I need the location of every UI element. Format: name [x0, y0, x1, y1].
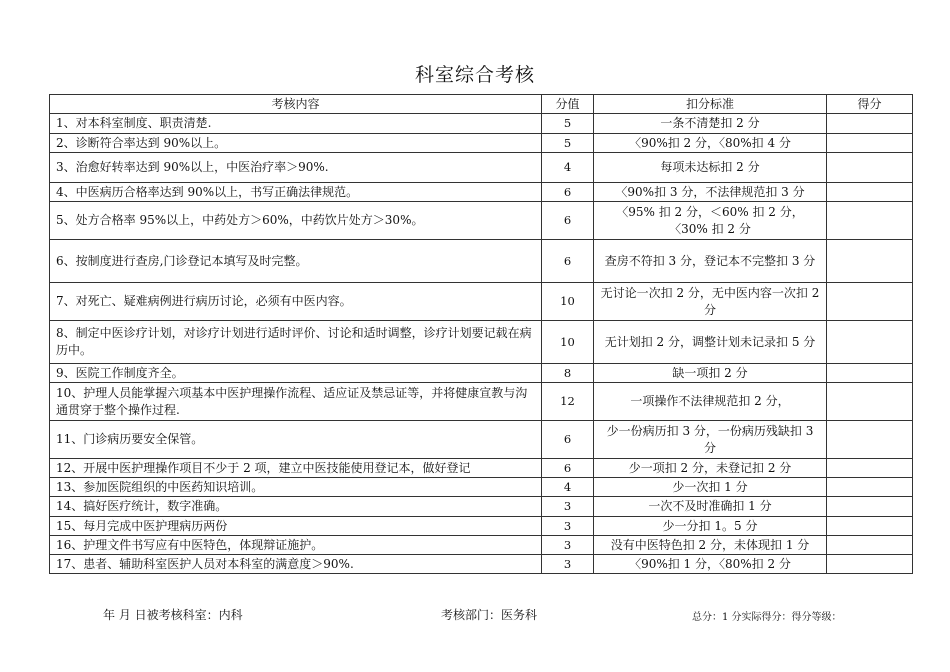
row-score: 3: [542, 497, 594, 517]
row-content: 8、制定中医诊疗计划，对诊疗计划进行适时评价、讨论和适时调整，诊疗计划要记载在病历中。: [50, 321, 542, 364]
table-row: [50, 202, 913, 240]
table-row: [50, 283, 913, 321]
row-content: 17、患者、辅助科室医护人员对本科室的满意度＞90%.: [50, 555, 542, 574]
header-score: 分值: [542, 95, 594, 114]
table-row: [50, 153, 913, 183]
table-row: [50, 536, 913, 555]
row-standard: 少一分扣 1。5 分: [594, 517, 827, 536]
row-standard: 无讨论一次扣 2 分，无中医内容一次扣 2 分: [594, 283, 827, 321]
table-row: [50, 240, 913, 283]
footer-date-department: 年 月 日被考核科室：内科: [103, 608, 243, 622]
row-score: 4: [542, 153, 594, 183]
row-score: 4: [542, 478, 594, 497]
table-row: [50, 478, 913, 497]
row-got: [827, 114, 913, 134]
table-row: [50, 421, 913, 459]
row-score: 5: [542, 134, 594, 153]
row-standard: 少一项扣 2 分，未登记扣 2 分: [594, 459, 827, 478]
row-content: 9、医院工作制度齐全。: [50, 364, 542, 383]
header-content: 考核内容: [50, 95, 542, 114]
row-got: [827, 183, 913, 202]
row-got: [827, 153, 913, 183]
assessment-table: [49, 94, 913, 574]
table-row: [50, 364, 913, 383]
footer-assessing-department: 考核部门：医务科: [441, 608, 538, 622]
row-content: 12、开展中医护理操作项目不少于 2 项，建立中医技能使用登记本，做好登记: [50, 459, 542, 478]
header-got: 得分: [827, 95, 913, 114]
table-body: [50, 114, 913, 574]
row-standard: 缺一项扣 2 分: [594, 364, 827, 383]
row-got: [827, 536, 913, 555]
footer-total-score: 总分：1 分实际得分：得分等级：: [692, 612, 842, 623]
page-title: 科室综合考核: [414, 64, 535, 86]
row-content: 3、治愈好转率达到 90%以上，中医治疗率＞90%.: [50, 153, 542, 183]
row-got: [827, 134, 913, 153]
row-standard: 〈90%扣 1 分，〈80%扣 2 分: [594, 555, 827, 574]
row-content: 4、中医病历合格率达到 90%以上，书写正确法律规范。: [50, 183, 542, 202]
row-standard: 一条不清楚扣 2 分: [594, 114, 827, 134]
table-row: [50, 459, 913, 478]
row-standard: 没有中医特色扣 2 分，未体现扣 1 分: [594, 536, 827, 555]
row-content: 1、对本科室制度、职责清楚.: [50, 114, 542, 134]
row-standard: 少一次扣 1 分: [594, 478, 827, 497]
row-score: 6: [542, 202, 594, 240]
row-standard: 一项操作不法律规范扣 2 分，: [594, 383, 827, 421]
row-score: 6: [542, 421, 594, 459]
table-row: [50, 555, 913, 574]
row-score: 10: [542, 283, 594, 321]
row-standard: 〈90%扣 3 分，不法律规范扣 3 分: [594, 183, 827, 202]
row-content: 15、每月完成中医护理病历两份: [50, 517, 542, 536]
row-standard: 〈95% 扣 2 分，＜60% 扣 2 分，〈30% 扣 2 分: [594, 202, 827, 240]
row-standard: 无计划扣 2 分，调整计划未记录扣 5 分: [594, 321, 827, 364]
row-score: 3: [542, 517, 594, 536]
row-content: 11、门诊病历要安全保管。: [50, 421, 542, 459]
row-score: 3: [542, 555, 594, 574]
header-standard: 扣分标准: [594, 95, 827, 114]
row-score: 6: [542, 459, 594, 478]
row-content: 2、诊断符合率达到 90%以上。: [50, 134, 542, 153]
row-got: [827, 459, 913, 478]
table-row: [50, 134, 913, 153]
table-row: [50, 114, 913, 134]
row-content: 14、搞好医疗统计，数字准确。: [50, 497, 542, 517]
row-standard: 一次不及时准确扣 1 分: [594, 497, 827, 517]
table-row: [50, 517, 913, 536]
row-content: 6、按制度进行查房,门诊登记本填写及时完整。: [50, 240, 542, 283]
row-score: 10: [542, 321, 594, 364]
row-score: 12: [542, 383, 594, 421]
row-content: 7、对死亡、疑难病例进行病历讨论，必须有中医内容。: [50, 283, 542, 321]
row-got: [827, 555, 913, 574]
row-score: 6: [542, 183, 594, 202]
row-standard: 〈90%扣 2 分，〈80%扣 4 分: [594, 134, 827, 153]
row-got: [827, 240, 913, 283]
row-got: [827, 497, 913, 517]
table-header-row: [50, 95, 913, 114]
row-content: 10、护理人员能掌握六项基本中医护理操作流程、适应证及禁忌证等，并将健康宣教与沟通贯穿于整个操作过程.: [50, 383, 542, 421]
table-row: [50, 497, 913, 517]
row-got: [827, 383, 913, 421]
row-score: 3: [542, 536, 594, 555]
row-got: [827, 321, 913, 364]
row-got: [827, 421, 913, 459]
row-standard: 每项未达标扣 2 分: [594, 153, 827, 183]
table-row: [50, 383, 913, 421]
row-got: [827, 517, 913, 536]
table-row: [50, 183, 913, 202]
row-standard: 查房不符扣 3 分，登记本不完整扣 3 分: [594, 240, 827, 283]
row-got: [827, 364, 913, 383]
row-got: [827, 478, 913, 497]
row-content: 16、护理文件书写应有中医特色，体现辩证施护。: [50, 536, 542, 555]
row-score: 5: [542, 114, 594, 134]
row-score: 6: [542, 240, 594, 283]
row-got: [827, 202, 913, 240]
table-row: [50, 321, 913, 364]
row-got: [827, 283, 913, 321]
row-score: 8: [542, 364, 594, 383]
row-standard: 少一份病历扣 3 分，一份病历残缺扣 3 分: [594, 421, 827, 459]
row-content: 5、处方合格率 95%以上，中药处方＞60%，中药饮片处方＞30%。: [50, 202, 542, 240]
row-content: 13、参加医院组织的中医药知识培训。: [50, 478, 542, 497]
